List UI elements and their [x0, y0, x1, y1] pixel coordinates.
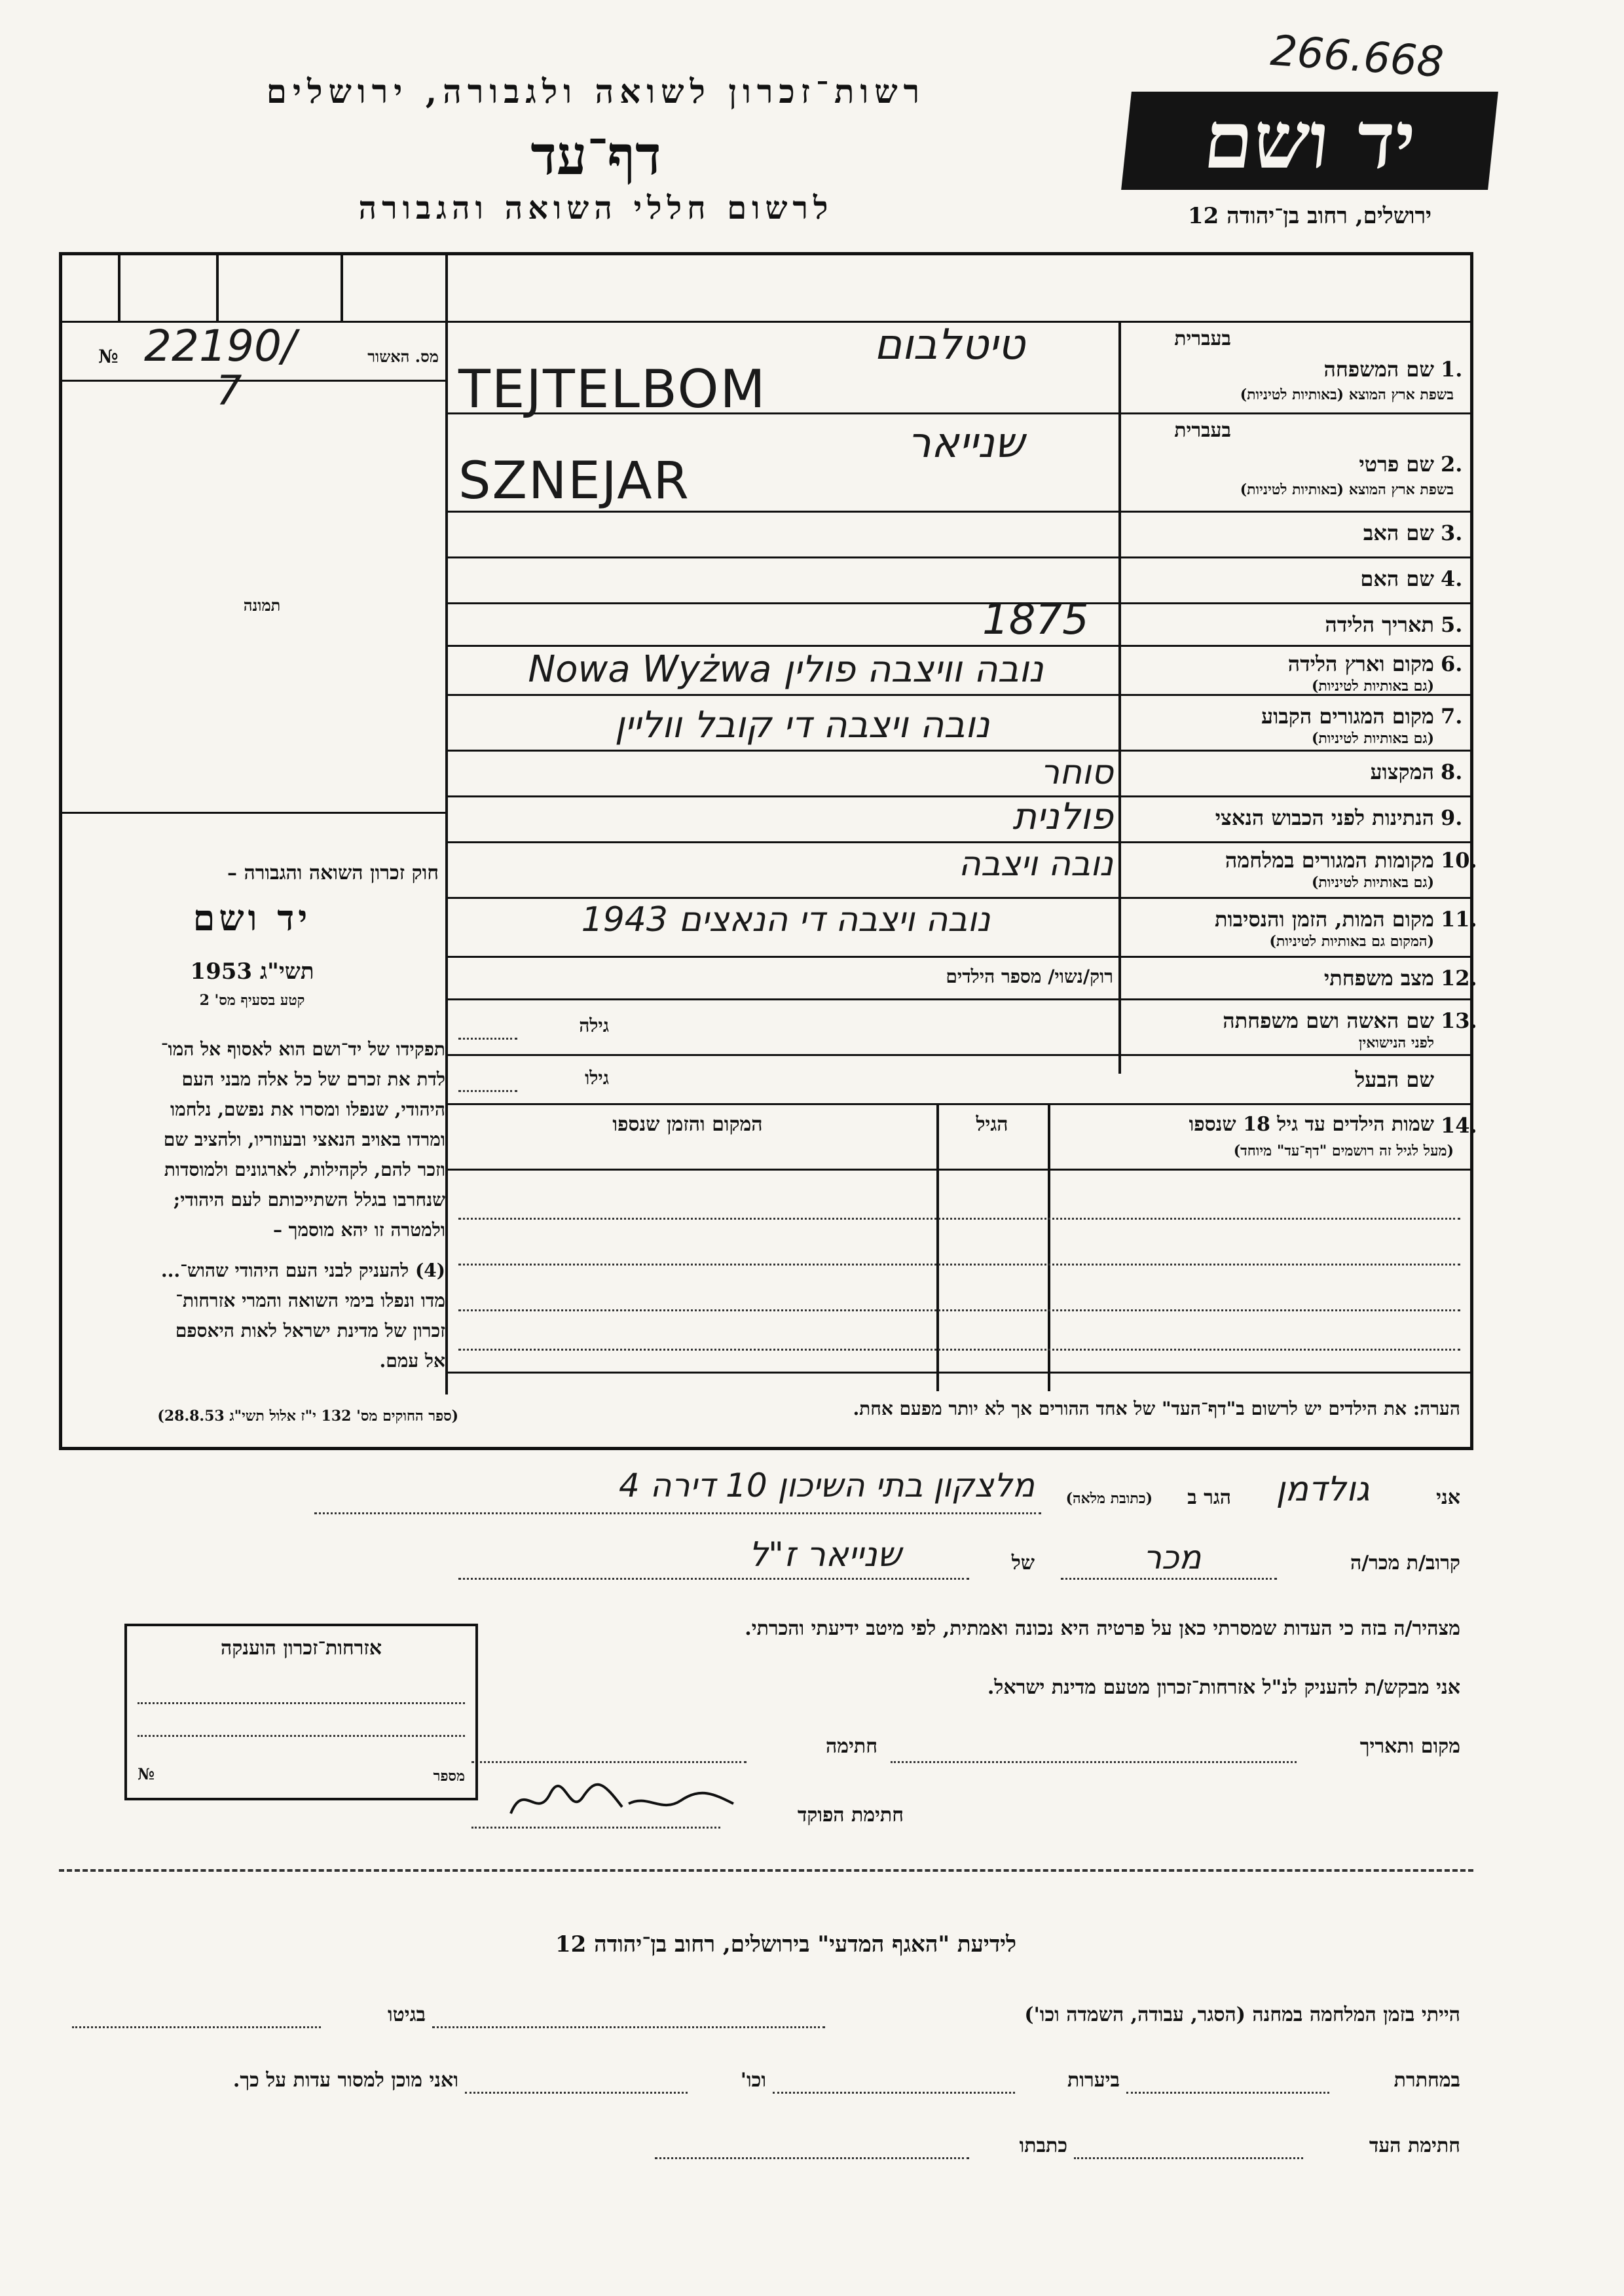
field-2-num: 2.: [1441, 452, 1463, 477]
law-year: תשי"ג 1953: [190, 958, 314, 985]
marital-status-options: רוק/נשוי/ מספר הילדים: [946, 966, 1113, 987]
record-number: 22190/: [144, 321, 297, 371]
field-6-num: 6.: [1441, 651, 1463, 676]
field-8-label: המקצוע: [1370, 759, 1434, 784]
husband-label: שם הבעל: [1355, 1067, 1434, 1092]
field-5-label: תאריך הלידה: [1325, 612, 1434, 637]
decl-i-am: אני: [1436, 1486, 1460, 1509]
field-5-num: 5.: [1441, 612, 1463, 637]
authority-name: רשות־זכרון לשואה ולגבורה, ירושלים: [266, 72, 926, 111]
info-camp: הייתי בזמן המלחמה במחנה (הסגר, עבודה, השמדה וכו'): [1024, 2003, 1460, 2026]
field-6-label: מקום וארץ הלידה: [1287, 651, 1434, 676]
field-13-label: שם האשה ושם משפחתה: [1223, 1008, 1434, 1033]
field-1-label: שם המשפחה: [1323, 357, 1434, 382]
officer-signature-label: חתימת הפוקד: [797, 1804, 904, 1827]
field-12-num: 12.: [1441, 966, 1477, 991]
field-4-label: שם האם: [1360, 566, 1434, 591]
relation-value: מכר: [1143, 1539, 1202, 1576]
field-7-label: מקום המגורים הקבוע: [1261, 704, 1434, 729]
field-11-sub: (המקום גם באותיות לטיניות): [1269, 933, 1434, 950]
field-2-label: שם פרטי: [1359, 452, 1434, 477]
photo-label: תמונה: [243, 596, 281, 615]
field-9-label: הנתינות לפני הכבוש הנאצי: [1215, 805, 1434, 830]
decl-of: של: [1011, 1552, 1035, 1575]
label-column-divider: [1118, 321, 1121, 1074]
given-name-latin: SZNEJAR: [458, 452, 690, 511]
field-1-sub: בשפת ארץ המוצא (באותיות לטיניות): [1240, 386, 1454, 403]
form-subtitle: לרשום חללי השואה והגבורה: [358, 190, 834, 227]
certificate-number-label: מספר: [433, 1768, 465, 1785]
info-forests: ביערות: [1067, 2069, 1120, 2092]
field-13-sub: לפני הנישואין: [1358, 1034, 1434, 1051]
field-12-label: מצב משפחתי: [1323, 966, 1434, 991]
info-address: כתבתו: [1019, 2134, 1067, 2157]
field-4-num: 4.: [1441, 566, 1463, 591]
left-column-divider: [445, 252, 448, 1394]
field-2-sub: בשפת ארץ המוצא (באותיות לטיניות): [1240, 481, 1454, 498]
info-witness-signature: חתימת העד: [1369, 2134, 1460, 2157]
husband-age-label: גילו: [585, 1067, 609, 1089]
info-ready: ואני מוכן למסור עדות על כך.: [232, 2069, 458, 2092]
header-address: ירושלים, רחוב בן־יהודה 12: [1187, 203, 1432, 229]
birth-place: נובה וויצבה פולין Nowa Wyżwa: [528, 648, 1044, 691]
field-10-num: 10.: [1441, 848, 1477, 873]
field-1-num: 1.: [1441, 357, 1463, 382]
children-age-col: הגיל: [976, 1113, 1008, 1136]
field-11-num: 11.: [1441, 907, 1477, 932]
record-number-sub: 7: [216, 367, 242, 414]
decl-signature: חתימה: [826, 1735, 877, 1758]
given-name-hebrew: שנייאר: [907, 419, 1025, 467]
nationality: פולנית: [1012, 795, 1113, 838]
death-place-time: נובה ויצבה די הנאצים 1943: [581, 900, 991, 939]
decl-residing: הגר ב: [1187, 1486, 1231, 1509]
field-1-tag: בעברית: [1174, 327, 1231, 350]
decl-relative: קרוב/ת מכר/ה: [1350, 1552, 1460, 1575]
children-place-col: המקום והזמן שנספו: [612, 1113, 763, 1136]
record-number-label: מס. האשור: [367, 347, 439, 366]
field-14-num: 14.: [1441, 1113, 1477, 1138]
field-2-tag: בעברית: [1174, 419, 1231, 442]
info-ghetto: בגיטו: [387, 2003, 426, 2026]
archive-number: 266.668: [1268, 26, 1445, 88]
decl-place-date: מקום ותאריך: [1359, 1735, 1460, 1758]
info-underground: במחתרת: [1393, 2069, 1460, 2092]
wife-age-label: גילה: [579, 1015, 609, 1036]
residence: נובה ויצבה די קובל ווליין: [614, 704, 990, 746]
form-title: דף־עד: [530, 124, 661, 187]
field-3-label: שם האב: [1363, 520, 1434, 545]
decl-statement: מצהיר/ה בזה כי העדות שמסרתי כאן על פרטיה היא נכונה ואמתית, לפי מיטב ידיעתי והכרתי.: [745, 1617, 1460, 1640]
info-etc: וכו': [740, 2069, 766, 2092]
declarant-address: מלצקון בתי השיכון 10 דירה 4: [619, 1467, 1035, 1504]
field-11-label: מקום המות, הזמן והנסיבות: [1214, 907, 1434, 932]
law-name: יד ושם: [193, 897, 312, 939]
field-7-sub: (גם באותיות לטיניות): [1311, 730, 1434, 747]
decl-request: אני מבקש/ת להעניק לנ"ל אזרחות־זכרון מטעם מדינת ישראל.: [987, 1676, 1460, 1699]
field-3-num: 3.: [1441, 520, 1463, 545]
occupation: סוחר: [1040, 753, 1113, 792]
decl-full-address: (כתובת מלאה): [1065, 1490, 1153, 1507]
field-7-num: 7.: [1441, 704, 1463, 729]
field-10-label: מקומות המגורים במלחמה: [1225, 848, 1434, 873]
wartime-residence: נובה ויצבה: [958, 845, 1113, 884]
birth-date: 1875: [982, 596, 1089, 644]
children-note: הערה: את הילדים יש לרשום ב"דף־העד" של אחד ההורים אך לא יותר מפעם אחת.: [853, 1398, 1460, 1419]
certificate-title: אזרחות־זכרון הוענקה: [220, 1637, 382, 1660]
of-value: שנייאר ז"ל: [748, 1535, 902, 1575]
surname-latin: TEJTELBOM: [458, 359, 767, 420]
info-heading: לידיעת "האגף המדעי" בירושלים, רחוב בן־יהודה 12: [555, 1931, 1016, 1958]
surname-hebrew: טיטלבום: [874, 321, 1025, 369]
field-6-sub: (גם באותיות לטיניות): [1311, 678, 1434, 695]
field-9-num: 9.: [1441, 805, 1463, 830]
law-text: תפקידו של יד־ושם הוא לאסוף אל המו־ לדת את זכרם של כל אלה מבני העם היהודי, שנפלו ומסרו את נפשם, נלחמו ומרדו באויב הנאצי ובעוזריו, ולהציב שם וזכר להם, לקהילות, לארגונים ולמוסדות שנחרבו בגלל השתייכותם לעם היהודי; ולמטרה זו יהא מוסמך – (4) להעניק לבני העם היהודי שהוש־... מדו ונפלו בימי השואה והמרי אזרחות־ זכרון של מדינת ישראל לאות היאספם אל עמם.: [160, 1038, 445, 1372]
record-number-sign: №: [98, 346, 119, 367]
law-heading: חוק זכרון השואה והגבורה –: [227, 862, 439, 884]
field-10-sub: (גם באותיות לטיניות): [1311, 874, 1434, 891]
yad-vashem-logo: יד ושם: [1121, 92, 1498, 190]
law-citation: (ספר החוקים מס' 132 י"ז אלול תשי"ג 28.8.53): [157, 1408, 458, 1425]
certificate-number-sign: №: [138, 1764, 155, 1783]
declarant-name: גולדמן: [1276, 1470, 1370, 1509]
law-section: קטע בסעיף מס' 2: [199, 992, 305, 1009]
field-8-num: 8.: [1441, 759, 1463, 784]
field-13-num: 13.: [1441, 1008, 1477, 1033]
children-sub: (מעל לגיל זה רושמים "דף־עד" מיוחד): [1233, 1142, 1454, 1159]
children-label: שמות הילדים עד גיל 18 שנספו: [1189, 1113, 1434, 1136]
